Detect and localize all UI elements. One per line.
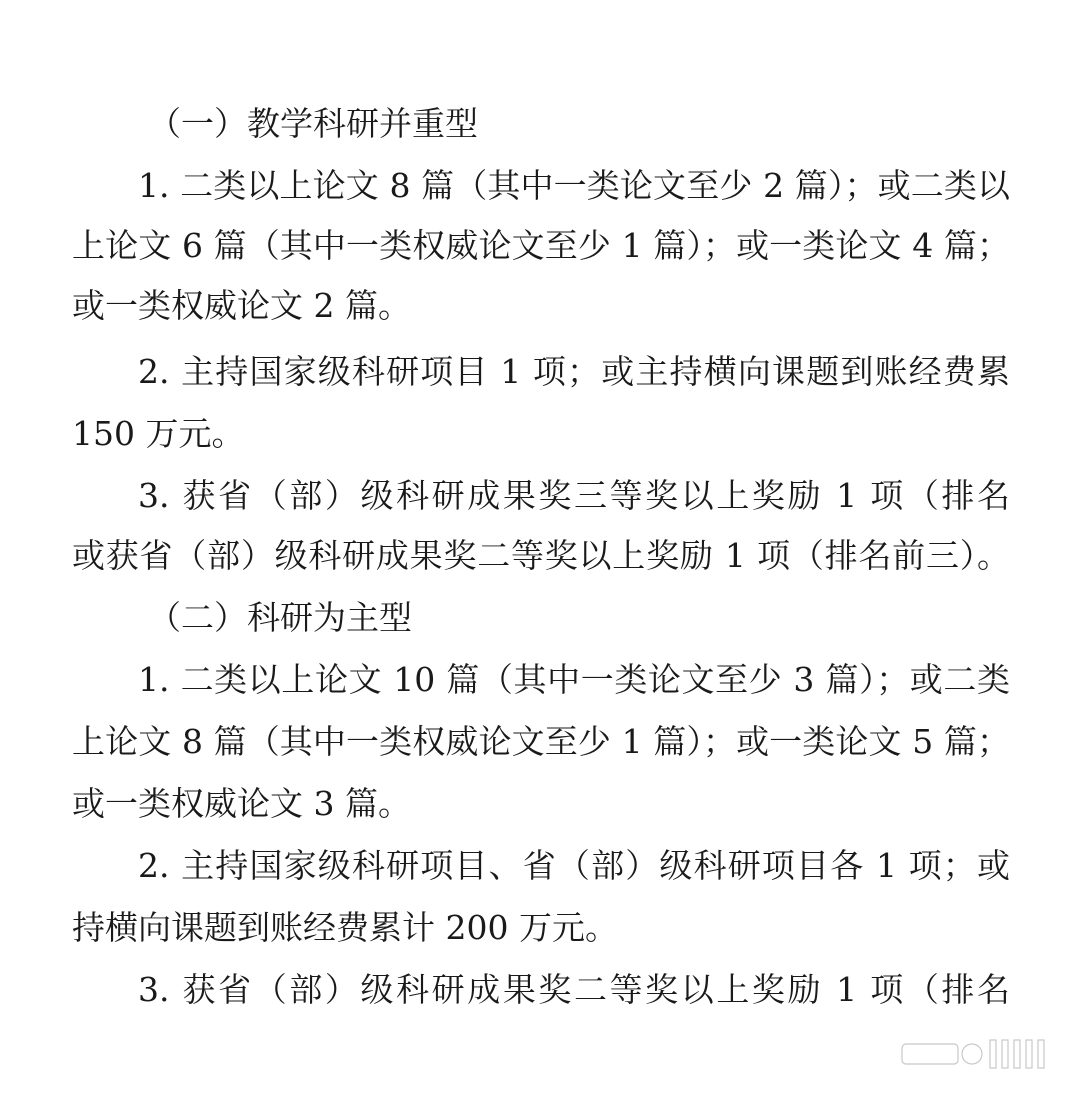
paragraph-line: 2. 主持国家级科研项目、省（部）级科研项目各 1 项；或	[138, 846, 1010, 885]
paragraph-line: 1. 二类以上论文 8 篇（其中一类论文至少 2 篇）；或二类以	[138, 166, 1010, 205]
paragraph-line: 或一类权威论文 2 篇。	[72, 286, 411, 325]
paragraph-line: 3. 获省（部）级科研成果奖二等奖以上奖励 1 项（排名	[138, 970, 1010, 1009]
paragraph-line: 或一类权威论文 3 篇。	[72, 784, 411, 823]
paragraph-line: 上论文 6 篇（其中一类权威论文至少 1 篇）；或一类论文 4 篇；	[72, 226, 1010, 265]
paragraph-line: 上论文 8 篇（其中一类权威论文至少 1 篇）；或一类论文 5 篇；	[72, 722, 1010, 761]
section-heading-1: （一）教学科研并重型	[148, 104, 478, 143]
paragraph-line: 1. 二类以上论文 10 篇（其中一类论文至少 3 篇）；或二类	[138, 660, 1010, 699]
watermark-logo	[892, 1018, 1062, 1088]
paragraph-line: 2. 主持国家级科研项目 1 项；或主持横向课题到账经费累	[138, 352, 1010, 391]
paragraph-line: 或获省（部）级科研成果奖二等奖以上奖励 1 项（排名前三）。	[72, 536, 1010, 575]
section-heading-2: （二）科研为主型	[148, 598, 412, 637]
watermark-glyph-icon	[892, 1018, 1062, 1088]
paragraph-line: 3. 获省（部）级科研成果奖三等奖以上奖励 1 项（排名	[138, 476, 1010, 515]
paragraph-line: 持横向课题到账经费累计 200 万元。	[72, 908, 618, 947]
paragraph-line: 150 万元。	[72, 414, 245, 453]
